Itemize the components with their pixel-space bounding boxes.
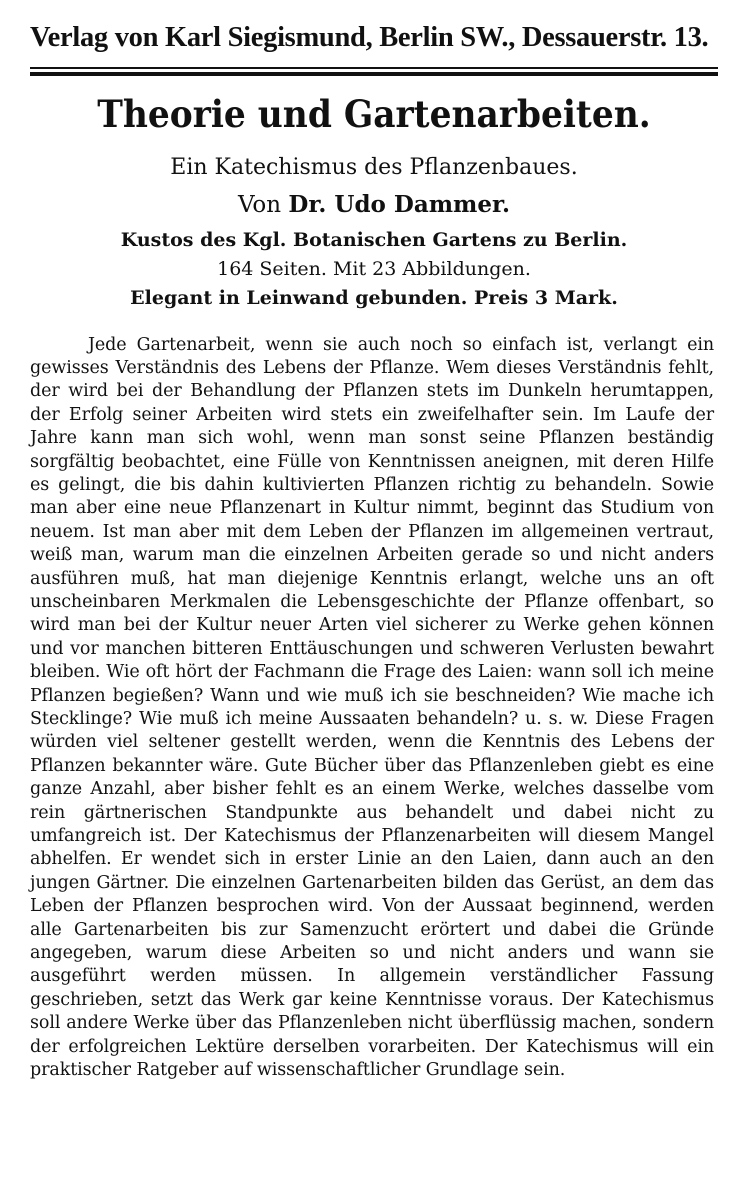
- book-subtitle: Ein Katechismus des Pflanzenbaues.: [170, 155, 578, 180]
- header-rule-thick: [30, 72, 718, 76]
- pages-info: 164 Seiten. Mit 23 Abbildungen.: [217, 258, 531, 280]
- author-name: Dr. Udo Dammer.: [288, 191, 511, 218]
- author-position: Kustos des Kgl. Botanischen Gartens zu Berlin.: [120, 229, 628, 251]
- binding-price: Elegant in Leinwand gebunden. Preis 3 Mark.: [130, 287, 618, 309]
- author-line: [30, 188, 718, 222]
- description-paragraph: Jede Gartenarbeit, wenn sie auch noch so einfach ist, verlangt ein gewisses Verständnis des Lebens der Pflanze. Wem dieses Verständnis fehlt, der wird bei der Behandlung der Pflanzen stets im Dunkeln herumtappen, der Erfolg seiner Arbeiten wird stets ein zweifelhafter sein. Im Laufe der Jahre kann man sich wohl, wenn man sonst seine Pflanzen beständig sorgfältig beobachtet, eine Fülle von Kenntnissen aneignen, mit deren Hilfe es gelingt, die bis dahin kultivierten Pflanzen richtig zu behandeln. Sowie man aber eine neue Pflanzenart in Kultur nimmt, beginnt das Studium von neuem. Ist man aber mit dem Leben der Pflanzen im allgemeinen vertraut, weiß man, warum man die einzelnen Arbeiten gerade so und nicht anders ausführen muß, hat man diejenige Kenntnis erlangt, welche uns an oft unscheinbaren Merkmalen die Lebensgeschichte der Pflanze offenbart, so wird man bei der Kultur neuer Arten viel sicherer zu Werke gehen können und vor manchen bitteren Enttäuschungen und schweren Verlusten bewahrt bleiben. Wie oft hört der Fachmann die Frage des Laien: wann soll ich meine Pflanzen begießen? Wann und wie muß ich sie beschneiden? Wie mache ich Stecklinge? Wie muß ich meine Aussaaten behandeln? u. s. w. Diese Fragen würden viel seltener gestellt werden, wenn die Kenntnis des Lebens der Pflanzen bekannter wäre. Gute Bücher über das Pflanzenleben giebt es eine ganze Anzahl, aber bisher fehlt es an einem Werke, welches dasselbe vom rein gärtnerischen Standpunkte aus behandelt und dabei nicht zu umfangreich ist. Der Katechismus der Pflanzenarbeiten will diesem Mangel abhelfen. Er wendet sich in erster Linie an den Laien, dann auch an den jungen Gärtner. Die einzelnen Gartenarbeiten bilden das Gerüst, an dem das Leben der Pflanzen besprochen wird. Von der Aussaat beginnend, werden alle Gartenarbeiten bis zur Samenzucht erörtert und dabei die Gründe angegeben, warum diese Arbeiten so und nicht anders und wann sie ausgeführt werden müssen. In allgemein verständlicher Fassung geschrieben, setzt das Werk gar keine Kenntnisse voraus. Der Katechismus soll andere Werke über das Pflanzenleben nicht überflüssig machen, sondern der erfolgreichen Lektüre derselben vorarbeiten. Der Katechismus will ein praktischer Ratgeber auf wissenschaftlicher Grundlage sein.: [30, 334, 714, 1081]
- publisher-header: Verlag von Karl Siegismund, Berlin SW., Dessauerstr. 13.: [30, 22, 709, 53]
- author-prefix: Von: [237, 192, 282, 218]
- header-rule-thin: [30, 67, 718, 69]
- book-title: Theorie und Gartenarbeiten.: [97, 92, 651, 136]
